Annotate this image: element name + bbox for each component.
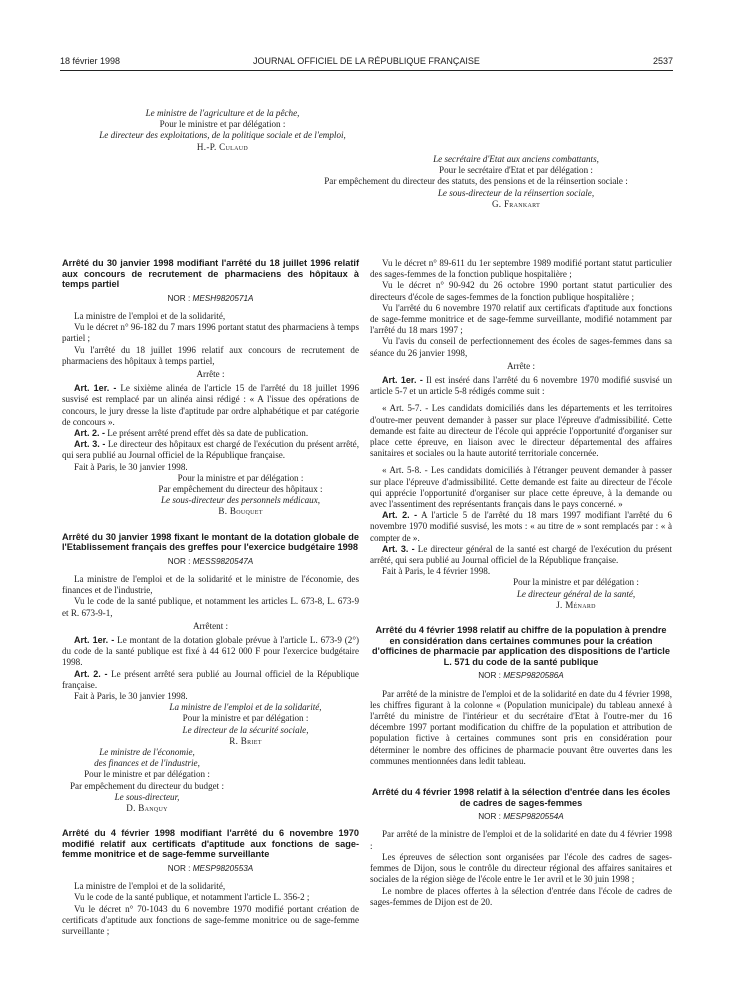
header-rule	[60, 70, 673, 71]
nor-reference: NOR : MESP9820554A	[478, 812, 564, 822]
arrete-sage-femme-suite	[370, 258, 672, 611]
paragraph: Vu l'arrêté du 6 novembre 1970 relatif aux certificats d'aptitude aux fonctions de sage-femme monitrice et de sage-femme surveillante, modifié notamment par l'arrêté du 18 mars 1997 ;	[370, 302, 672, 336]
signature-block	[62, 702, 359, 747]
nor-reference: NOR : MESS9820547A	[167, 556, 254, 566]
paragraph: Vu l'arrêté du 18 juillet 1996 relatif aux concours de recrutement de pharmaciens des hôpitaux à temps partiel,	[62, 344, 359, 366]
signature-block	[62, 473, 359, 518]
header-date: 18 février 1998	[60, 56, 121, 66]
article-title: Arrêté du 4 février 1998 relatif au chiffre de la population à prendre en considération dans certaines communes pour la création d'officines de pharmacie par application des dispositions de l'article L. 571 du code de la santé publique	[372, 625, 670, 667]
arrete-dotation-greffes	[62, 532, 359, 815]
signature-line: Le sous-directeur de la réinsertion sociale,	[437, 187, 595, 198]
paragraph: Par arrêté de la ministre de l'emploi et de la solidarité en date du 4 février 1998, les chiffres figurant à la colonne « (Population municipale) du tableau annexé à l'arrêté du ministre de l'intérieur et du secrétaire d'Etat à l'outre-mer du 16 décembre 1997 portant modification du chiffre de la population et attribution de population fictive à certaines communes sont pris en considération pour déterminer le nombre des officines de pharmacie pouvant être ouvertes dans les communes mentionnées dans ledit tableau.	[370, 688, 672, 766]
signature-line: La ministre de l'emploi et de la solidarité,	[169, 702, 322, 713]
article-paragraph: Art. 1er. - Il est inséré dans l'arrêté du 6 novembre 1970 modifié susvisé un article 5-7 et un article 5-8 rédigés comme suit :	[370, 375, 673, 397]
signature-line: Le directeur général de la santé,	[516, 588, 636, 599]
signature-block	[370, 577, 672, 611]
signature-line: Le sous-directeur des personnels médicaux,	[160, 495, 321, 506]
paragraph: La ministre de l'emploi et de la solidarité,	[74, 310, 226, 321]
signature-line: Par empêchement du directeur des statuts, des pensions et de la réinsertion sociale :	[324, 176, 628, 187]
article-title: Arrêté du 4 février 1998 modifiant l'arrêté du 6 novembre 1970 modifié relatif aux certificats d'aptitude aux fonctions de sage-femme monitrice et de sage-femme surveillante	[62, 828, 359, 860]
signature-line: Pour la ministre et par délégation :	[182, 713, 309, 724]
article-paragraph: Art. 3. - Le directeur des hôpitaux est chargé de l'exécution du présent arrêté, qui sera publié au Journal officiel de la République française.	[62, 439, 359, 461]
arrete-population-officines	[370, 625, 672, 767]
arrete-sage-femme-certificats	[62, 828, 359, 937]
signature-line: Par empêchement du directeur du budget :	[69, 780, 225, 791]
article-paragraph: Art. 2. - Le présent arrêté prend effet dès sa date de publication.	[74, 428, 309, 439]
paragraph: Par arrêté de la ministre de l'emploi et de la solidarité en date du 4 février 1998 :	[370, 829, 672, 851]
signatory-name: B. Bouquet	[218, 506, 263, 517]
signature-line: Le sous-directeur,	[114, 791, 180, 802]
signature-anciens-combattants	[290, 154, 662, 210]
signature-line: Pour le secrétaire d'Etat et par délégation :	[439, 165, 593, 176]
page-header	[60, 56, 673, 68]
signature-line: Par empêchement du directeur des hôpitaux :	[158, 484, 323, 495]
signature-line: Pour la ministre et par délégation :	[177, 472, 304, 483]
paragraph: Vu le code de la santé publique, et notamment les articles L. 673-8, L. 673-9 et R. 673-9-1,	[62, 596, 359, 618]
right-column	[370, 258, 672, 908]
paragraph: La ministre de l'emploi et de la solidarité,	[74, 881, 226, 892]
article-paragraph: Art. 1er. - Le sixième alinéa de l'article 15 de l'arrêté du 18 juillet 1996 susvisé est remplacé par un alinéa ainsi rédigé : « A l'issue des opérations de concours, le jury dresse la liste d'aptitude par ordre alphabétique et par catégorie de concours ».	[62, 383, 359, 427]
paragraph: Vu le décret n° 70-1043 du 6 novembre 1970 modifié portant création de certificats d'aptitude aux fonctions de sage-femme monitrice ou de sage-femme surveillante ;	[62, 903, 359, 937]
nor-reference: NOR : MESH9820571A	[167, 293, 254, 303]
article-paragraph: Art. 1er. - Le montant de la dotation globale prévue à l'article L. 673-9 (2°) du code de la santé publique est fixé à 44 612 000 F pour l'exercice budgétaire 1998.	[62, 635, 359, 668]
article-paragraph: Art. 2. - Le présent arrêté sera publié au Journal officiel de la République française.	[62, 668, 359, 690]
signature-line: Pour le ministre et par délégation :	[159, 119, 286, 130]
article-title: Arrêté du 4 février 1998 relatif à la sélection d'entrée dans les écoles de cadres de sages-femmes	[371, 787, 671, 808]
quoted-article: « Art. 5-8. - Les candidats domiciliés à l'étranger peuvent demander à passer sur place l'épreuve d'admissibilité. Cette demande est faite au directeur de l'école qui apprécie l'opportunité d'organiser sur place cette épreuve, à la demande ou avec l'assentiment des représentants français dans le pays concerné. »	[370, 465, 672, 510]
arrete-pharmaciens	[62, 258, 359, 518]
paragraph: Vu l'avis du conseil de perfectionnement des écoles de sages-femmes dans sa séance du 26 janvier 1998,	[370, 336, 672, 358]
paragraph: Les épreuves de sélection sont organisées par l'école des cadres de sages-femmes de Dijon, sous le contrôle du directeur régional des affaires sanitaires et sociales de la région siège de l'école entre le 1er avril et le 30 juin 1998 ;	[370, 851, 672, 885]
article-paragraph: Art. 2. - A l'article 5 de l'arrêté du 18 mars 1997 modifiant l'arrêté du 6 novembre 1970 modifié susvisé, les mots : « au titre de » sont remplacés par : « à compter de ».	[370, 510, 672, 543]
arrete-selection-cadres-sages-femmes	[370, 787, 672, 908]
signature-line: Le ministre de l'économie,	[99, 747, 195, 758]
paragraph: Vu le décret n° 96-182 du 7 mars 1996 portant statut des pharmaciens à temps partiel ;	[62, 322, 359, 344]
signature-agriculture	[70, 108, 375, 153]
signature-line: Pour le ministre et par délégation :	[84, 769, 210, 780]
signatory-name: G. Frankart	[491, 198, 541, 209]
quoted-article: « Art. 5-7. - Les candidats domiciliés dans les départements et les territoires d'outre-mer peuvent demander à passer sur place l'épreuve d'admissibilité. Cette demande est faite au directeur de l'école qui apprécie l'opportunité d'organiser sur place cette épreuve, en liaison avec le directeur départemental des affaires sanitaires et sociales ou la haute autorité territoriale concernée.	[370, 403, 672, 459]
paragraph: Le nombre de places offertes à la sélection d'entrée dans l'école de cadres de sages-femmes de Dijon est de 20.	[370, 885, 672, 907]
signatory-name: J. Ménard	[556, 599, 596, 610]
nor-reference: NOR : MESP9820586A	[478, 671, 564, 681]
signature-line: Le directeur de la sécurité sociale,	[182, 724, 309, 735]
arretent-label: Arrêtent :	[192, 620, 229, 631]
journal-title: JOURNAL OFFICIEL DE LA RÉPUBLIQUE FRANÇAISE	[253, 56, 480, 66]
paragraph: La ministre de l'emploi et de la solidarité et le ministre de l'économie, des finances et de l'industrie,	[62, 574, 359, 596]
arrete-label: Arrête :	[196, 369, 225, 379]
paragraph: Vu le code de la santé publique, et notamment l'article L. 356-2 ;	[74, 892, 310, 903]
paragraph: Vu le décret n° 90-942 du 26 octobre 1990 portant statut particulier des directeurs d'école de sages-femmes de la fonction publique hospitalière ;	[370, 280, 672, 302]
signature-block-economie	[62, 747, 232, 814]
page-number: 2537	[652, 56, 673, 66]
article-title: Arrêté du 30 janvier 1998 modifiant l'arrêté du 18 juillet 1996 relatif aux concours de recrutement de pharmaciens des hôpitaux à temps partiel	[62, 258, 359, 290]
article-title: Arrêté du 30 janvier 1998 fixant le montant de la dotation globale de l'Etablissement français des greffes pour l'exercice budgétaire 1998	[62, 531, 359, 553]
paragraph: Vu le décret n° 89-611 du 1er septembre 1989 modifié portant statut particulier des sages-femmes de la fonction publique hospitalière ;	[370, 258, 672, 280]
signatory-name: H.-P. Culaud	[196, 141, 249, 152]
signature-line: Le directeur des exploitations, de la politique sociale et de l'emploi,	[99, 130, 346, 141]
signature-line: Le secrétaire d'Etat aux anciens combattants,	[433, 154, 599, 164]
article-paragraph: Art. 3. - Le directeur général de la santé est chargé de l'exécution du présent arrêté, qui sera publié au Journal officiel de la République française.	[370, 543, 672, 566]
signatory-name: D. Banquy	[126, 803, 168, 814]
fait-line: Fait à Paris, le 4 février 1998.	[382, 566, 491, 577]
left-column	[62, 258, 359, 937]
signature-line: Le ministre de l'agriculture et de la pêche,	[145, 108, 300, 118]
signature-line: des finances et de l'industrie,	[94, 758, 200, 769]
fait-line: Fait à Paris, le 30 janvier 1998.	[74, 691, 188, 702]
signature-line: Pour la ministre et par délégation :	[513, 577, 639, 588]
nor-reference: NOR : MESP9820553A	[167, 864, 254, 874]
arrete-label: Arrête :	[506, 360, 536, 371]
signatory-name: R. Briet	[229, 735, 262, 746]
fait-line: Fait à Paris, le 30 janvier 1998.	[74, 461, 188, 472]
